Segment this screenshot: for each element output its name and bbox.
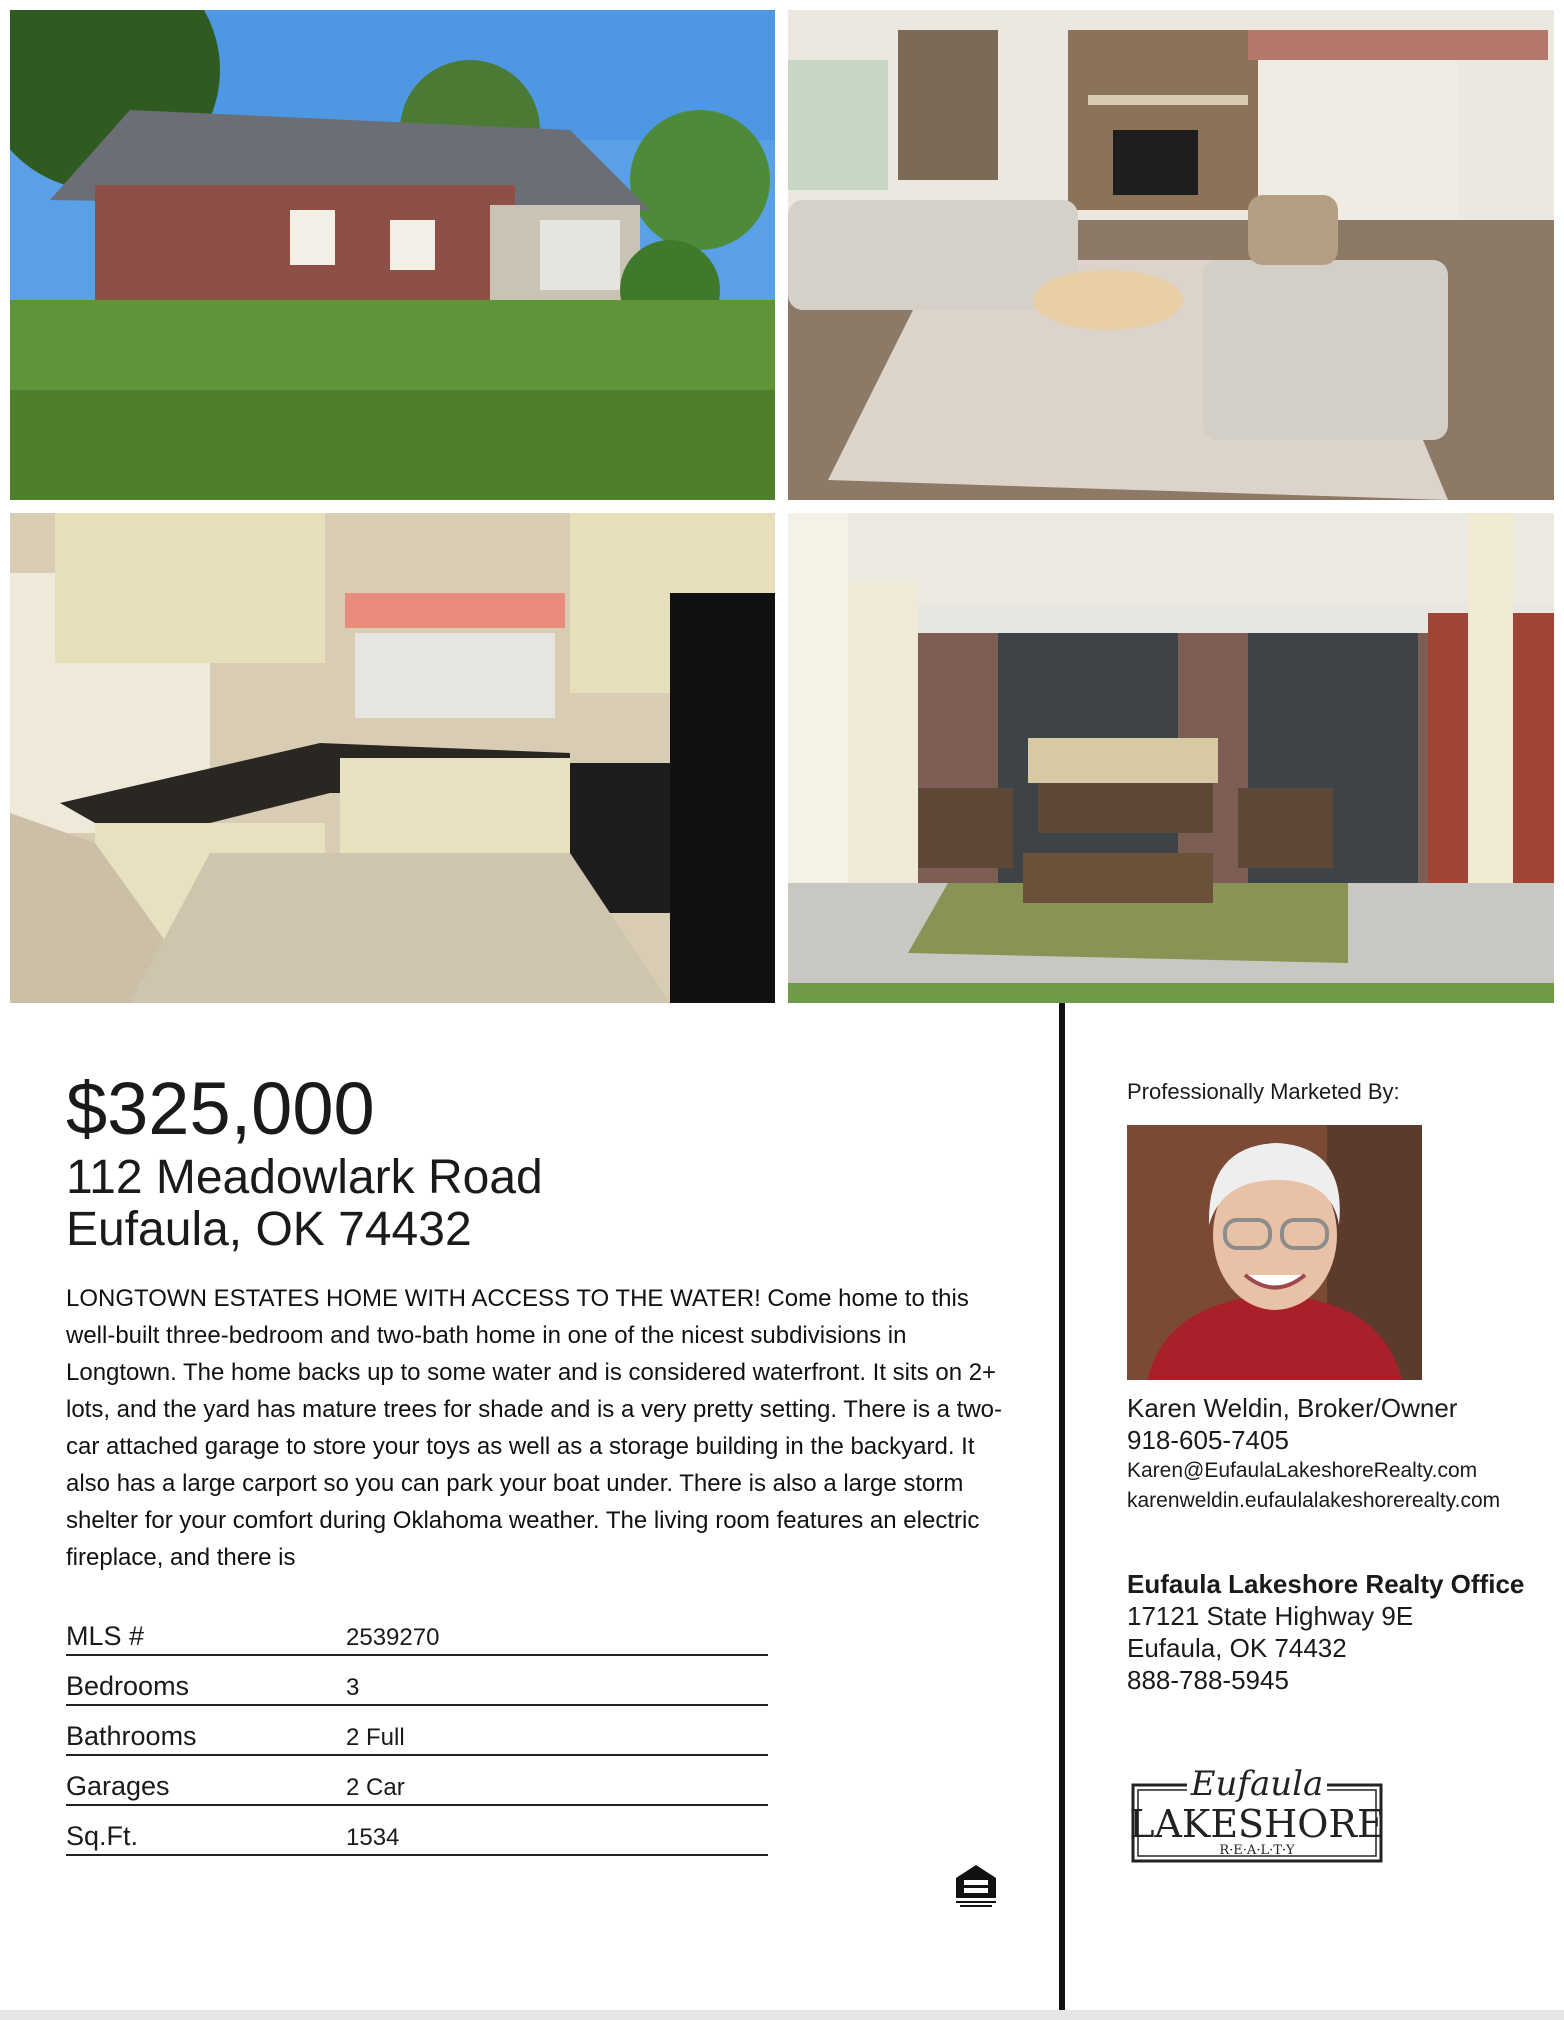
patio-photo — [788, 513, 1554, 1003]
footer-bar — [0, 2010, 1564, 2020]
spec-row-sqft — [66, 1806, 768, 1856]
exterior-photo — [10, 10, 775, 500]
spec-label: MLS # — [66, 1621, 145, 1651]
logo-script-text: Eufaula — [1190, 1764, 1324, 1804]
spec-label: Sq.Ft. — [66, 1821, 139, 1851]
spec-row-mls — [66, 1606, 768, 1656]
living-room-photo — [788, 10, 1554, 500]
listing-address — [66, 1152, 543, 1256]
spec-value: 3 — [346, 1674, 360, 1701]
address-line-1: 112 Meadowlark Road — [66, 1151, 543, 1204]
address-line-2: Eufaula, OK 74432 — [66, 1203, 472, 1256]
marketed-by-label: Professionally Marketed By: — [1127, 1079, 1400, 1104]
spec-value: 2 Full — [346, 1724, 405, 1751]
agent-website[interactable]: karenweldin.eufaulalakeshorerealty.com — [1127, 1489, 1501, 1512]
agent-email[interactable]: Karen@EufaulaLakeshoreRealty.com — [1127, 1459, 1478, 1482]
column-divider — [1059, 1003, 1065, 2010]
spec-row-bedrooms — [66, 1656, 768, 1706]
logo-sub-text: R·E·A·L·T·Y — [1219, 1843, 1295, 1858]
office-phone[interactable]: 888-788-5945 — [1127, 1665, 1289, 1695]
spec-label: Bathrooms — [66, 1721, 197, 1751]
office-street: 17121 State Highway 9E — [1127, 1601, 1414, 1631]
listing-price: $325,000 — [66, 1067, 375, 1150]
agent-photo — [1127, 1125, 1422, 1380]
agent-phone[interactable]: 918-605-7405 — [1127, 1425, 1289, 1455]
specs-table — [66, 1606, 768, 1856]
spec-value: 2539270 — [346, 1624, 440, 1651]
spec-row-bathrooms — [66, 1706, 768, 1756]
spec-value: 2 Car — [346, 1774, 405, 1801]
spec-label: Bedrooms — [66, 1671, 190, 1701]
kitchen-photo — [10, 513, 775, 1003]
spec-label: Garages — [66, 1771, 170, 1801]
logo-main-text: LAKESHORE — [1129, 1802, 1385, 1846]
office-city: Eufaula, OK 74432 — [1127, 1633, 1347, 1663]
spec-value: 1534 — [346, 1824, 400, 1851]
listing-description: LONGTOWN ESTATES HOME WITH ACCESS TO THE WATER! Come home to this well-built three-bedroom and two-bath home in one of the nicest subdivisions in Longtown. The home backs up to some water and is considered waterfront. It sits on 2+ lots, and the yard has mature trees for shade and is a very pretty setting. There is a two-car attached garage to store your toys as well as a storage building in the backyard. It also has a large carport so you can park your boat under. There is also a large storm shelter for your comfort during Oklahoma weather. The living room features an electric fireplace, and there is — [66, 1285, 1003, 1571]
equal-housing-opportunity-icon — [952, 1862, 1000, 1910]
spec-row-garages — [66, 1756, 768, 1806]
office-info — [1127, 1568, 1527, 1696]
office-name: Eufaula Lakeshore Realty Office — [1127, 1569, 1525, 1599]
company-logo — [1127, 1757, 1387, 1867]
agent-contact — [1127, 1392, 1527, 1516]
agent-name-title: Karen Weldin, Broker/Owner — [1127, 1393, 1458, 1423]
